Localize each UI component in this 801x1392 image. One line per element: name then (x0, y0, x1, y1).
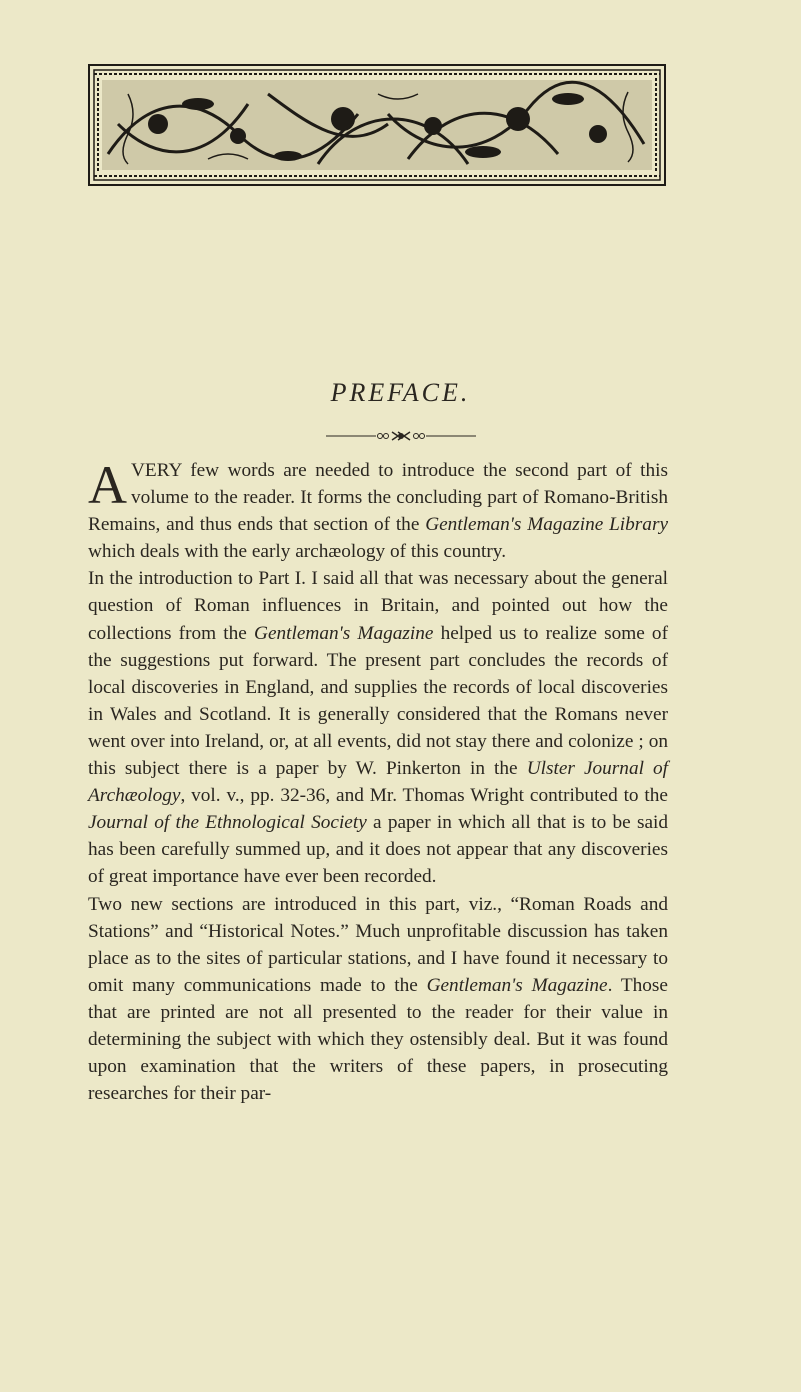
preface-body (88, 457, 668, 1107)
ornamental-divider-icon (0, 428, 801, 444)
paragraph (88, 457, 668, 565)
paragraph: In the introduction to Part I. I said all that was necessary about the general question of Roman influences in Britain, and pointed out how the collections from the Gentleman's Magazine helped us to realize some of the suggestions put forward. The present part concludes the records of local discoveries in England, and supplies the records of local discoveries in Wales and Scotland. It is generally considered that the Romans never went over into Ireland, or, at all events, did not stay there and colonize ; on this subject there is a paper by W. Pinkerton in the Ulster Journal of Archæology, vol. v., pp. 32-36, and Mr. Thomas Wright contributed to the Journal of the Ethnological Society a paper in which all that is to be said has been carefully summed up, and it does not appear that any discoveries of great importance have ever been recorded. (88, 568, 669, 888)
ornamental-headpiece-icon (88, 64, 666, 186)
drop-cap: A (88, 455, 127, 515)
paragraph-text: VERY few words are needed to introduce the second part of this volume to the reader. It forms the concluding part of Romano-British Remains, and thus ends that section of the Gentleman's Magazine Library which deals with the early archæology of this country. (88, 460, 669, 563)
page-title: PREFACE. (330, 378, 471, 407)
paragraph: Two new sections are introduced in this part, viz., “Roman Roads and Stations” and “Historical Notes.” Much unprofitable discussion has taken place as to the sites of particular stations, and I have found it necessary to omit many communications made to the Gentleman's Magazine. Those that are printed are not all presented to the reader for their value in determining the subject with which they ostensibly deal. But it was found upon examination that the writers of these papers, in prosecuting researches for their par- (88, 893, 668, 1105)
